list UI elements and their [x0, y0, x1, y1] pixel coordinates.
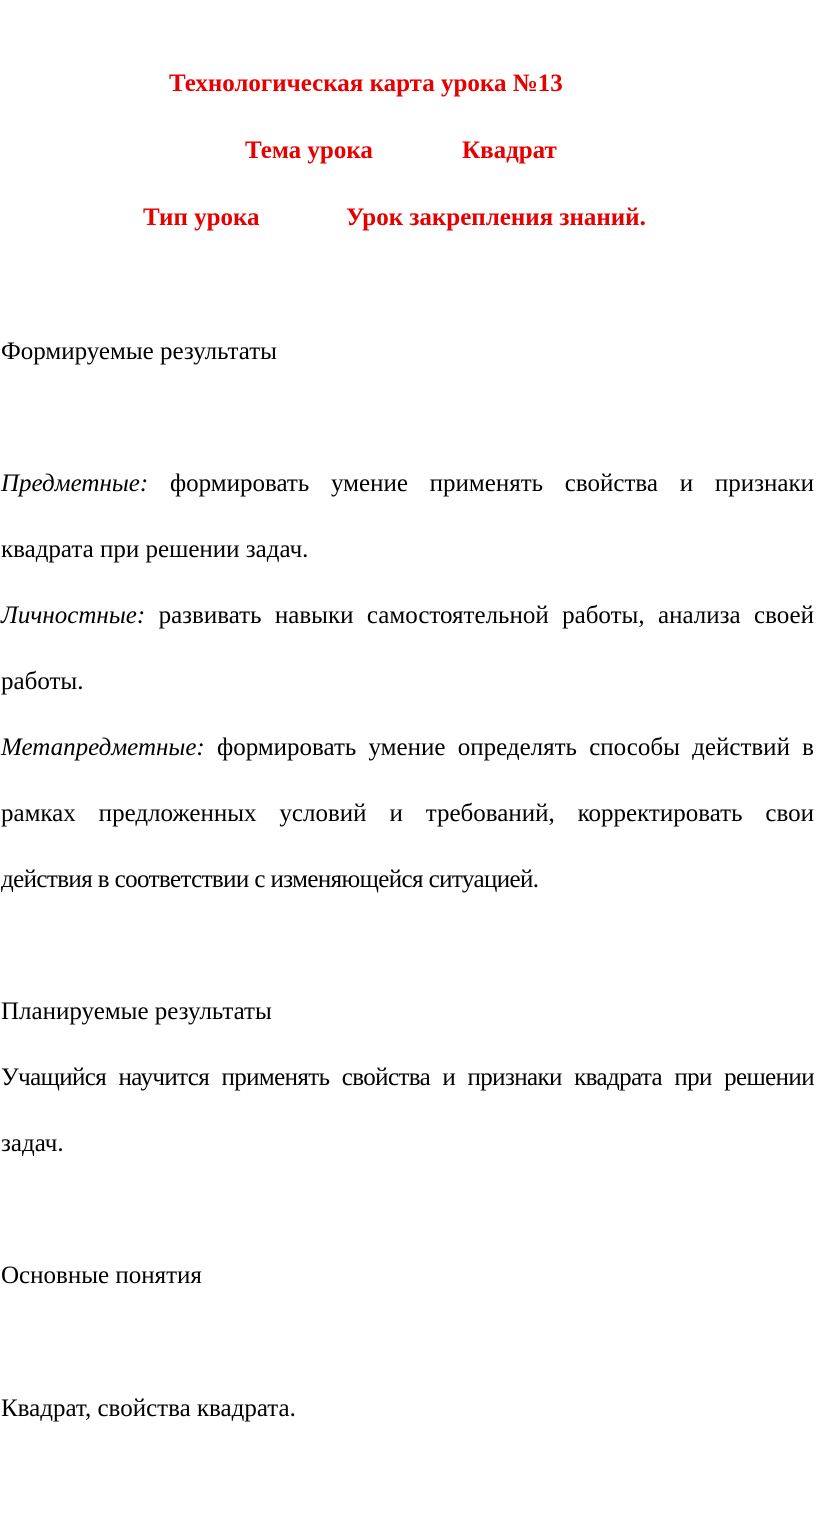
personal-results-line1: [1, 601, 814, 631]
topic-value: Квадрат: [462, 137, 557, 164]
document-title: Технологическая карта урока №13: [169, 70, 563, 97]
personal-results-label: Личностные:: [1, 602, 146, 629]
meta-results-line1: [1, 733, 814, 763]
subject-results-text-1: формировать умение применять свойства и признаки: [169, 470, 814, 497]
lesson-type-label: Тип урока: [143, 204, 260, 231]
subject-results-line1: [1, 469, 814, 499]
meta-results-line2: [1, 799, 814, 829]
concepts-heading: Основные понятия: [1, 1262, 202, 1289]
meta-results-label: Метапредметные:: [1, 734, 205, 761]
subject-results-text-2: квадрата при решении задач.: [1, 536, 309, 563]
meta-results-text-3: действия в соответствии с изменяющейся ситуацией.: [1, 866, 539, 893]
personal-results-text-1: развивать навыки самостоятельной работы, анализа своей: [158, 602, 814, 629]
personal-results-text-2: работы.: [1, 668, 84, 695]
meta-results-text-1: формировать умение определять способы действий в: [217, 734, 814, 761]
concepts-text: Квадрат, свойства квадрата.: [1, 1395, 296, 1422]
lesson-type-value: Урок закрепления знаний.: [346, 204, 646, 231]
meta-results-text-2: рамках предложенных условий и требований, корректировать свои: [1, 800, 814, 827]
formed-results-heading: Формируемые результаты: [1, 338, 277, 365]
planned-results-line1: [1, 1063, 814, 1093]
planned-results-text-1: Учащийся научится применять свойства и признаки квадрата при решении: [1, 1064, 814, 1091]
topic-label: Тема урока: [245, 137, 373, 164]
planned-results-heading: Планируемые результаты: [1, 998, 272, 1025]
planned-results-text-2: задач.: [1, 1130, 64, 1157]
subject-results-label: Предметные:: [1, 470, 149, 497]
